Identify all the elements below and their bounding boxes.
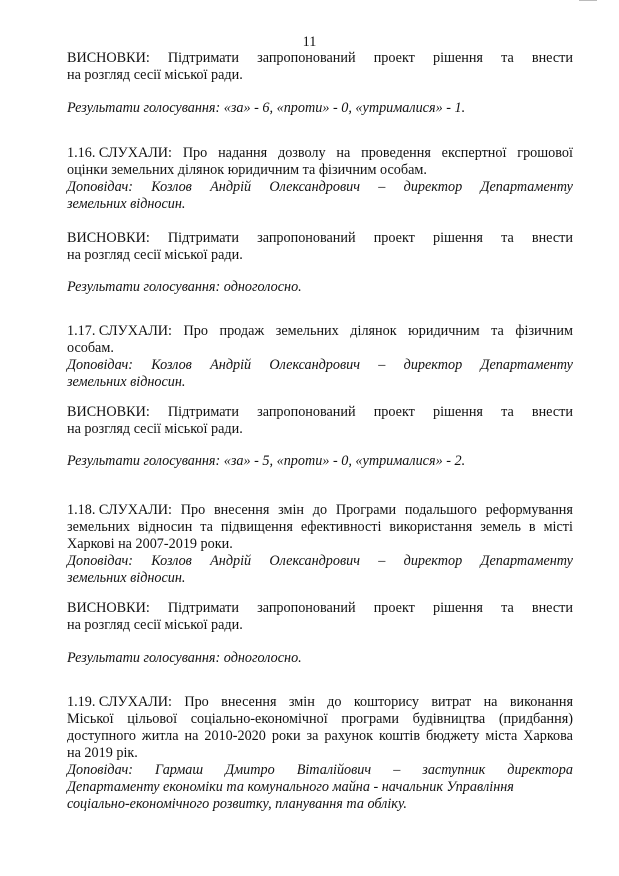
conclusion-top [67,50,573,84]
vote-result-3: Результати голосування: «за» - 5, «проти» - 0, «утрималися» - 2. [67,453,466,469]
page-number: 11 [302,34,317,50]
scan-edge-mark [579,0,597,7]
item-1-19-heard: 1.19. СЛУХАЛИ: Про внесення змін до кошторису витрат на виконання Міської цільової соціально-економічної програми будівництва (придбання) доступного житла на 2010-2020 роки за рахунок коштів бюджету міста Харкова на 2019 рік. [67,694,573,761]
item-1-16-heard: 1.16. СЛУХАЛИ: Про надання дозволу на проведення експертної грошової оцінки земельних ділянок юридичним та фізичним особам. [67,145,573,178]
item-1-18-heard: 1.18. СЛУХАЛИ: Про внесення змін до Програми подальшого реформування земельних відносин та підвищення ефективності використання земель в місті Харкові на 2007-2019 роки. [67,502,573,552]
item-1-16-conclusion: ВИСНОВКИ: Підтримати запропонований проект рішення та внести на розгляд сесії міської ради. [67,230,573,263]
conclusion-line: ВИСНОВКИ: Підтримати запропонований проект рішення та внести [67,50,573,66]
item-1-17-conclusion: ВИСНОВКИ: Підтримати запропонований проект рішення та внести на розгляд сесії міської ради. [67,404,573,437]
item-1-17-heard: 1.17. СЛУХАЛИ: Про продаж земельних ділянок юридичним та фізичним особам. [67,323,573,356]
item-1-17-speaker: Доповідач: Козлов Андрій Олександрович – директор Департаменту земельних відносин. [67,357,573,390]
item-1-18-conclusion: ВИСНОВКИ: Підтримати запропонований проект рішення та внести на розгляд сесії міської ради. [67,600,573,633]
item-1-19-speaker: Доповідач: Гармаш Дмитро Віталійович – заступник директора Департаменту економіки та комунального майна - начальник Управління соціально-економічного розвитку, планування та обліку. [67,762,573,812]
item-1-18-speaker: Доповідач: Козлов Андрій Олександрович – директор Департаменту земельних відносин. [67,553,573,586]
vote-result-4: Результати голосування: одноголосно. [67,650,302,666]
vote-result-1: Результати голосування: «за» - 6, «проти» - 0, «утрималися» - 1. [67,100,466,116]
conclusion-line: на розгляд сесії міської ради. [67,67,243,83]
vote-result-2: Результати голосування: одноголосно. [67,279,302,295]
item-1-16-speaker: Доповідач: Козлов Андрій Олександрович – директор Департаменту земельних відносин. [67,179,573,212]
